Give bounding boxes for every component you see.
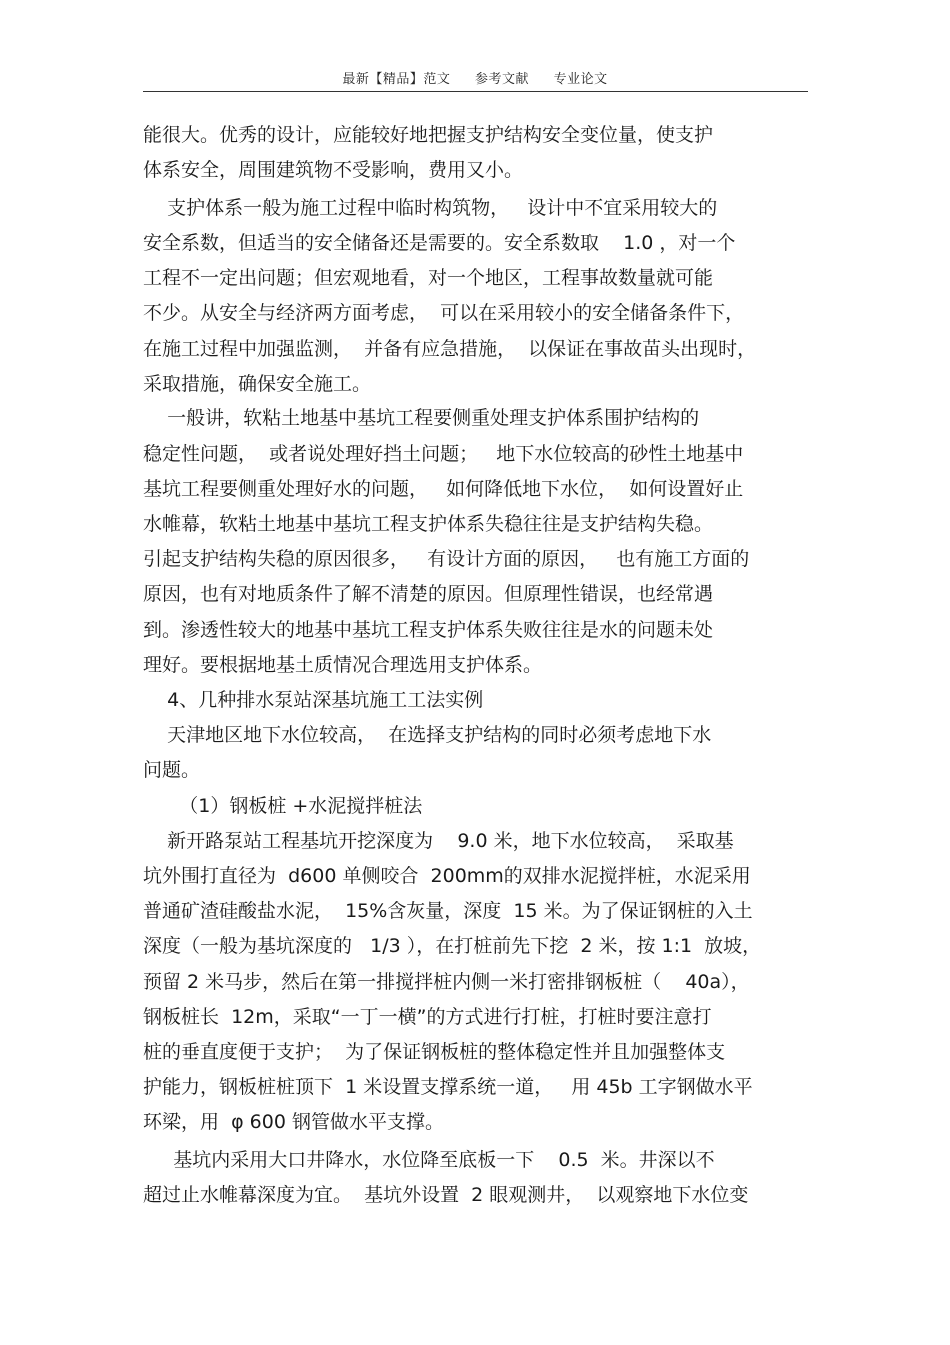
text-line: 基坑内采用大口井降水，水位降至底板一下 0.5 米。井深以不 [143, 1149, 715, 1171]
text-line: 到。渗透性较大的地基中基坑工程支护体系失败往往是水的问题未处 [143, 619, 714, 641]
text-line: 深度（一般为基坑深度的 1/3 ），在打桩前先下挖 2 米，按 1:1 放坡， [143, 935, 762, 957]
text-line: 环梁，用 φ 600 钢管做水平支撑。 [143, 1111, 444, 1133]
text-line: 问题。 [143, 759, 201, 781]
text-line: 采取措施，确保安全施工。 [143, 373, 372, 395]
text-line: 基坑工程要侧重处理好水的问题， 如何降低地下水位， 如何设置好止 [143, 478, 744, 500]
text-line: 能很大。优秀的设计，应能较好地把握支护结构安全变位量，使支护 [143, 124, 714, 146]
text-line: 护能力，钢板桩桩顶下 1 米设置支撑系统一道， 用 45b 工字钢做水平 [143, 1076, 753, 1098]
text-line: 稳定性问题， 或者说处理好挡土问题； 地下水位较高的砂性土地基中 [143, 443, 744, 465]
text-line: 引起支护结构失稳的原因很多， 有设计方面的原因， 也有施工方面的 [143, 548, 750, 570]
text-line: 普通矿渣硅酸盐水泥， 15%含灰量，深度 15 米。为了保证钢桩的入土 [143, 900, 753, 922]
text-line: 在施工过程中加强监测， 并备有应急措施， 以保证在事故苗头出现时， [143, 338, 757, 360]
header-item-cankao: 参考文献 [474, 72, 529, 87]
text-line: 原因，也有对地质条件了解不清楚的原因。但原理性错误，也经常遇 [143, 583, 714, 605]
text-line: 不少。从安全与经济两方面考虑， 可以在采用较小的安全储备条件下， [143, 302, 745, 324]
text-line: 安全系数，但适当的安全储备还是需要的。安全系数取 1.0 ，对一个 [143, 232, 736, 254]
text-line: 体系安全，周围建筑物不受影响，费用又小。 [143, 159, 524, 181]
text-line: 一般讲，软粘土地基中基坑工程要侧重处理支护体系围护结构的 [143, 407, 700, 429]
header-item-fanwen: 最新【精品】范文 [342, 72, 451, 87]
text-line: 支护体系一般为施工过程中临时构筑物， 设计中不宜采用较大的 [143, 197, 718, 219]
text-line: 桩的垂直度便于支护； 为了保证钢板桩的整体稳定性并且加强整体支 [143, 1041, 726, 1063]
text-line: 钢板桩长 12m，采取“一丁一横”的方式进行打桩，打桩时要注意打 [143, 1006, 712, 1028]
text-line: 理好。要根据地基土质情况合理选用支护体系。 [143, 654, 543, 676]
subsection-heading: （1）钢板桩 +水泥搅拌桩法 [143, 795, 423, 817]
text-line: 超过止水帷幕深度为宜。 基坑外设置 2 眼观测井， 以观察地下水位变 [143, 1184, 749, 1206]
text-line: 天津地区地下水位较高， 在选择支护结构的同时必须考虑地下水 [143, 724, 712, 746]
text-line: 坑外围打直径为 d600 单侧咬合 200mm的双排水泥搅拌桩，水泥采用 [143, 865, 751, 887]
header-item-lunwen: 专业论文 [553, 72, 608, 87]
text-line: 预留 2 米马步，然后在第一排搅拌桩内侧一米打密排钢板桩（ 40a）， [143, 971, 750, 993]
text-line: 新开路泵站工程基坑开挖深度为 9.0 米，地下水位较高， 采取基 [143, 830, 734, 852]
section-heading: 4、几种排水泵站深基坑施工工法实例 [143, 689, 484, 711]
text-line: 工程不一定出问题；但宏观地看，对一个地区，工程事故数量就可能 [143, 267, 714, 289]
text-line: 水帷幕，软粘土地基中基坑工程支护体系失稳往往是支护结构失稳。 [143, 513, 714, 535]
